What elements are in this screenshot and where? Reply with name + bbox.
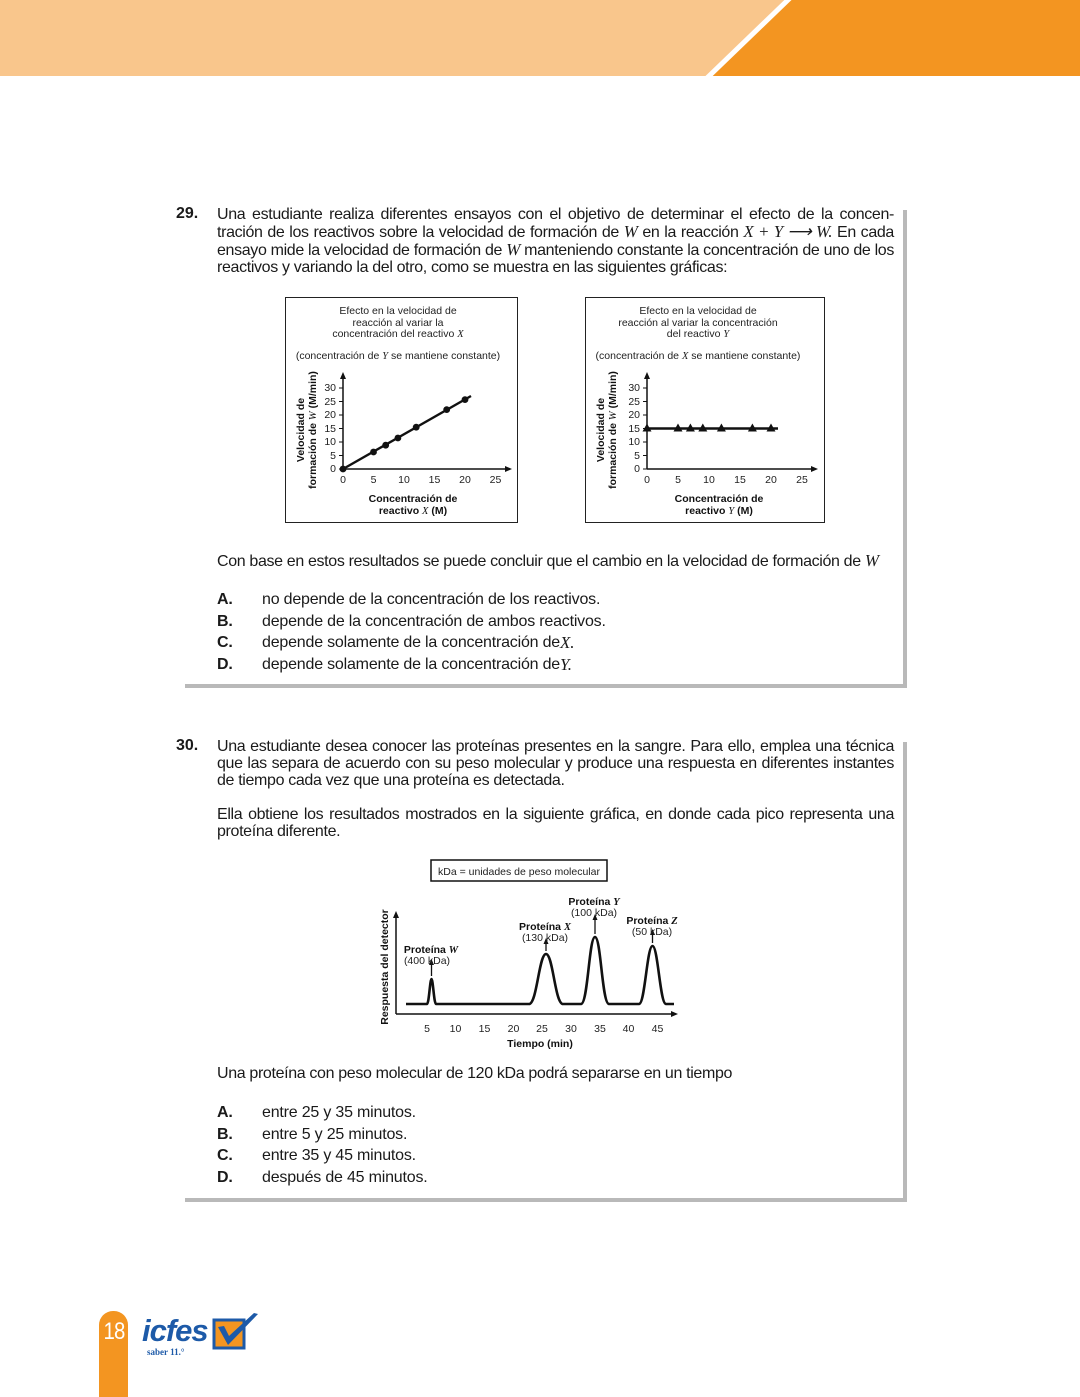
svg-text:5: 5	[330, 450, 336, 462]
svg-text:Proteína Y: Proteína Y	[568, 896, 620, 908]
svg-text:15: 15	[628, 423, 640, 435]
chart-chromatogram	[375, 859, 695, 1053]
svg-text:25: 25	[536, 1023, 548, 1035]
chart-rate-vs-x-svg	[286, 298, 517, 522]
option-a[interactable]: A. no depende de la concentración de los reactivos.	[217, 591, 601, 608]
svg-text:reacción al variar la concentr: reacción al variar la concentración	[618, 317, 778, 329]
question-stem-2: Ella obtiene los resultados mostrados en la siguiente gráfica, en donde cada pico representa una proteína diferente.	[217, 806, 894, 840]
svg-text:10: 10	[324, 436, 336, 448]
svg-text:5: 5	[634, 450, 640, 462]
svg-text:15: 15	[324, 423, 336, 435]
page-number: 18	[103, 1318, 125, 1345]
answer-options	[217, 1102, 428, 1188]
question-number: 30.	[176, 737, 199, 754]
svg-text:10: 10	[703, 474, 715, 486]
svg-text:10: 10	[449, 1023, 462, 1035]
question-prompt: Con base en estos resultados se puede concluir que el cambio en la velocidad de formación de W	[217, 551, 879, 570]
chart-rate-vs-y	[585, 297, 825, 523]
svg-text:40: 40	[622, 1023, 635, 1035]
question-prompt: Una proteína con peso molecular de 120 kDa podrá separarse en un tiempo	[217, 1065, 733, 1082]
svg-text:10: 10	[398, 474, 410, 486]
option-c[interactable]: C. depende solamente de la concentración de X.	[217, 633, 575, 653]
svg-text:15: 15	[428, 474, 441, 486]
svg-text:Respuesta del detector: Respuesta del detector	[379, 909, 391, 1025]
svg-text:reactivo X (M): reactivo X (M)	[378, 505, 448, 517]
svg-text:20: 20	[324, 409, 336, 421]
question-30-card	[176, 737, 907, 1202]
svg-text:(100 kDa): (100 kDa)	[570, 907, 618, 919]
svg-text:Proteína W: Proteína W	[403, 944, 459, 956]
svg-text:kDa = unidades de peso molecul: kDa = unidades de peso molecular	[438, 866, 600, 878]
svg-text:20: 20	[765, 474, 777, 486]
option-d[interactable]: D. depende solamente de la concentración de Y.	[217, 654, 572, 674]
page-header-band	[0, 0, 1080, 76]
question-number: 29.	[176, 205, 199, 222]
svg-text:25: 25	[796, 474, 808, 486]
svg-text:25: 25	[489, 474, 502, 486]
icfes-logo	[142, 1311, 267, 1366]
svg-text:5: 5	[675, 474, 681, 486]
svg-text:5: 5	[424, 1023, 430, 1035]
option-c[interactable]: C. entre 35 y 45 minutos.	[217, 1147, 416, 1165]
svg-text:(50 kDa): (50 kDa)	[631, 926, 673, 938]
svg-text:reacción al variar la: reacción al variar la	[352, 317, 444, 329]
svg-text:25: 25	[324, 396, 336, 408]
svg-text:Concentración de: Concentración de	[368, 493, 458, 505]
svg-text:formación de W (M/min): formación de W (M/min)	[307, 371, 319, 489]
svg-text:0: 0	[634, 463, 640, 475]
svg-text:30: 30	[628, 382, 640, 394]
option-b[interactable]: B. depende de la concentración de ambos reactivos.	[217, 612, 606, 630]
svg-text:Velocidad de: Velocidad de	[595, 397, 607, 463]
svg-text:20: 20	[507, 1023, 520, 1035]
svg-text:10: 10	[628, 436, 640, 448]
svg-text:5: 5	[370, 474, 377, 486]
svg-text:Proteína Z: Proteína Z	[626, 915, 678, 927]
svg-text:reactivo Y (M): reactivo Y (M)	[685, 505, 753, 517]
svg-text:(concentración de Y se mantien: (concentración de Y se mantiene constante)	[295, 350, 501, 362]
svg-text:Tiempo (min): Tiempo (min)	[507, 1038, 573, 1050]
svg-text:0: 0	[340, 474, 346, 486]
svg-text:35: 35	[594, 1023, 606, 1035]
svg-text:25: 25	[628, 396, 640, 408]
svg-text:Efecto en la velocidad de: Efecto en la velocidad de	[639, 305, 757, 317]
svg-text:30: 30	[324, 382, 336, 394]
svg-text:20: 20	[459, 474, 471, 486]
svg-text:0: 0	[644, 474, 650, 486]
x-ticks	[340, 474, 501, 486]
option-a[interactable]: A. entre 25 y 35 minutos.	[217, 1104, 416, 1121]
svg-text:saber 11.°: saber 11.°	[147, 1347, 185, 1357]
answer-options	[217, 589, 606, 675]
svg-text:Velocidad de: Velocidad de	[295, 397, 307, 463]
svg-text:15: 15	[478, 1023, 491, 1035]
svg-text:Efecto en la velocidad de: Efecto en la velocidad de	[339, 305, 457, 317]
svg-text:(130 kDa): (130 kDa)	[521, 932, 569, 944]
svg-text:Concentración de: Concentración de	[674, 493, 764, 505]
svg-text:20: 20	[628, 409, 640, 421]
svg-text:45: 45	[651, 1023, 664, 1035]
question-stem: Una estudiante realiza diferentes ensayos con el objetivo de determinar el efecto de la concen-tración de los reactivos sobre la velocidad de formación de W en la reacción X + Y ⟶ W. En cada ensayo mide la velocidad de formación de W manteniendo constante la concentración de uno de los reactivos y variando la del otro, como se muestra en las siguientes gráficas:	[217, 206, 894, 276]
svg-text:0: 0	[330, 463, 336, 475]
svg-text:formación de W (M/min): formación de W (M/min)	[607, 371, 619, 489]
y-ticks	[324, 382, 343, 475]
svg-text:30: 30	[565, 1023, 577, 1035]
option-d[interactable]: D. después de 45 minutos.	[217, 1168, 428, 1186]
question-stem: Una estudiante desea conocer las proteínas presentes en la sangre. Para ello, emplea una técnica que las separa de acuerdo con su peso molecular y produce una respuesta en diferentes instantes de tiempo cada vez que una proteína es detectada.	[217, 738, 894, 789]
chart-rate-vs-x	[285, 297, 518, 523]
svg-text:(400 kDa): (400 kDa)	[403, 955, 451, 967]
svg-text:del reactivo Y: del reactivo Y	[666, 328, 730, 340]
svg-text:icfes: icfes	[142, 1313, 208, 1348]
svg-text:Proteína X: Proteína X	[519, 921, 571, 933]
svg-text:concentración del reactivo X: concentración del reactivo X	[332, 328, 464, 340]
question-29-card	[176, 205, 907, 688]
svg-text:(concentración de X se mantien: (concentración de X se mantiene constante)	[595, 350, 801, 362]
svg-text:15: 15	[734, 474, 746, 486]
option-b[interactable]: B. entre 5 y 25 minutos.	[217, 1125, 408, 1143]
chart-rate-vs-y-svg	[586, 298, 824, 522]
